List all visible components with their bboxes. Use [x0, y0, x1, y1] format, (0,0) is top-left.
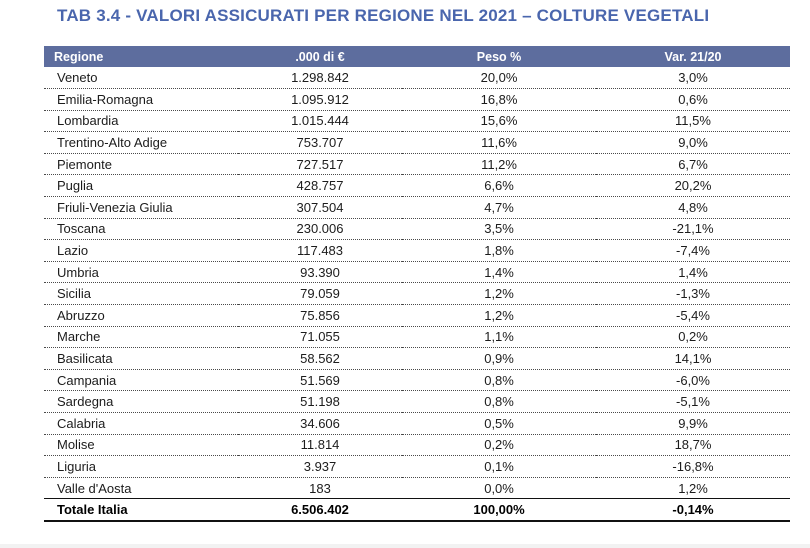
cell-regione: Abruzzo [44, 305, 238, 327]
regions-table [44, 46, 790, 522]
cell-peso: 0,8% [402, 391, 596, 413]
cell-valore: 307.504 [238, 197, 402, 219]
table-row [44, 89, 790, 111]
cell-peso: 6,6% [402, 175, 596, 197]
cell-peso: 11,6% [402, 132, 596, 154]
cell-valore: 58.562 [238, 348, 402, 370]
cell-var: 1,2% [678, 480, 708, 496]
cell-peso: 15,6% [402, 110, 596, 132]
cell-peso: 0,5% [402, 413, 596, 435]
total-var: -0,14% [596, 499, 790, 521]
table-row [44, 434, 790, 456]
cell-var: -6,0% [596, 369, 790, 391]
cell-regione: Sicilia [44, 283, 238, 305]
cell-var: 9,0% [596, 132, 790, 154]
table-row [44, 283, 790, 305]
table-row [44, 369, 790, 391]
table-row [44, 132, 790, 154]
table-footer [44, 499, 790, 521]
cell-regione: Lazio [44, 240, 238, 262]
cell-valore: 79.059 [238, 283, 402, 305]
column-header-peso: Peso % [402, 46, 596, 67]
cell-valore: 1.095.912 [238, 89, 402, 111]
cell-var: -1,3% [596, 283, 790, 305]
cell-var: 4,8% [596, 197, 790, 219]
cell-regione: Trentino-Alto Adige [44, 132, 238, 154]
cell-peso: 1,2% [402, 283, 596, 305]
table-header [44, 46, 790, 67]
table-row [44, 305, 790, 327]
cell-regione: Friuli-Venezia Giulia [44, 197, 238, 219]
cell-var: 14,1% [596, 348, 790, 370]
table-row [44, 67, 790, 89]
cell-var: 1,4% [596, 261, 790, 283]
cell-valore: 428.757 [238, 175, 402, 197]
cell-peso: 0,2% [402, 434, 596, 456]
cell-peso: 11,2% [402, 153, 596, 175]
cell-var: 0,6% [596, 89, 790, 111]
cell-regione: Toscana [44, 218, 238, 240]
cell-var: -5,4% [596, 305, 790, 327]
cell-valore: 51.569 [238, 369, 402, 391]
total-valore: 6.506.402 [238, 499, 402, 521]
cell-regione: Valle d'Aosta [57, 480, 132, 496]
cell-regione: Calabria [44, 413, 238, 435]
cell-peso: 1,4% [402, 261, 596, 283]
cell-valore: 3.937 [238, 456, 402, 478]
cell-peso: 0,0% [484, 480, 514, 496]
cell-regione: Molise [44, 434, 238, 456]
column-header-regione: Regione [44, 46, 238, 67]
cell-regione: Veneto [44, 67, 238, 89]
cell-valore: 71.055 [238, 326, 402, 348]
cell-regione: Umbria [44, 261, 238, 283]
cell-regione: Puglia [44, 175, 238, 197]
cell-peso: 3,5% [402, 218, 596, 240]
cell-peso: 0,9% [402, 348, 596, 370]
table-title: TAB 3.4 - VALORI ASSICURATI PER REGIONE NEL 2021 – COLTURE VEGETALI [57, 6, 710, 25]
cell-regione: Marche [44, 326, 238, 348]
cell-valore: 230.006 [238, 218, 402, 240]
table-row [44, 348, 790, 370]
cell-valore: 727.517 [238, 153, 402, 175]
cell-regione: Basilicata [44, 348, 238, 370]
regions-table-container [44, 46, 790, 522]
cell-regione: Lombardia [44, 110, 238, 132]
table-row [44, 477, 790, 499]
table-row [44, 413, 790, 435]
cell-regione: Piemonte [44, 153, 238, 175]
cell-var: 0,2% [596, 326, 790, 348]
total-label: Totale Italia [44, 499, 238, 521]
cell-regione: Sardegna [44, 391, 238, 413]
table-row [44, 261, 790, 283]
column-header-var: Var. 21/20 [596, 46, 790, 67]
cell-var: 6,7% [596, 153, 790, 175]
cell-peso: 4,7% [402, 197, 596, 219]
cell-peso: 20,0% [402, 67, 596, 89]
cell-valore: 75.856 [238, 305, 402, 327]
table-row [44, 456, 790, 478]
cell-valore: 117.483 [238, 240, 402, 262]
header-row [44, 46, 790, 67]
cell-var: 9,9% [596, 413, 790, 435]
table-row [44, 240, 790, 262]
cell-valore: 34.606 [238, 413, 402, 435]
cell-peso: 16,8% [402, 89, 596, 111]
cell-valore: 93.390 [238, 261, 402, 283]
table-row [44, 218, 790, 240]
cell-regione: Liguria [44, 456, 238, 478]
table-row [44, 153, 790, 175]
cell-valore: 51.198 [238, 391, 402, 413]
cell-var: -21,1% [596, 218, 790, 240]
cell-var: -16,8% [596, 456, 790, 478]
cell-var: 11,5% [596, 110, 790, 132]
cell-var: 20,2% [596, 175, 790, 197]
cell-regione: Campania [44, 369, 238, 391]
cell-peso: 0,8% [402, 369, 596, 391]
table-body [44, 67, 790, 499]
table-row [44, 391, 790, 413]
column-header-valore: .000 di € [238, 46, 402, 67]
cell-valore: 11.814 [238, 434, 402, 456]
cell-var: -5,1% [596, 391, 790, 413]
cell-peso: 1,8% [402, 240, 596, 262]
total-row [44, 499, 790, 521]
table-row [44, 110, 790, 132]
cell-peso: 1,1% [402, 326, 596, 348]
cell-peso: 1,2% [402, 305, 596, 327]
cell-var: -7,4% [596, 240, 790, 262]
cell-valore: 1.298.842 [238, 67, 402, 89]
cell-var: 18,7% [596, 434, 790, 456]
table-row [44, 175, 790, 197]
cell-valore: 753.707 [238, 132, 402, 154]
cell-valore: 1.015.444 [238, 110, 402, 132]
table-row [44, 197, 790, 219]
cell-valore: 183 [309, 480, 331, 496]
total-peso: 100,00% [402, 499, 596, 521]
cell-var: 3,0% [596, 67, 790, 89]
cell-regione: Emilia-Romagna [44, 89, 238, 111]
cell-peso: 0,1% [402, 456, 596, 478]
page-bottom-strip [0, 544, 810, 548]
table-row [44, 326, 790, 348]
